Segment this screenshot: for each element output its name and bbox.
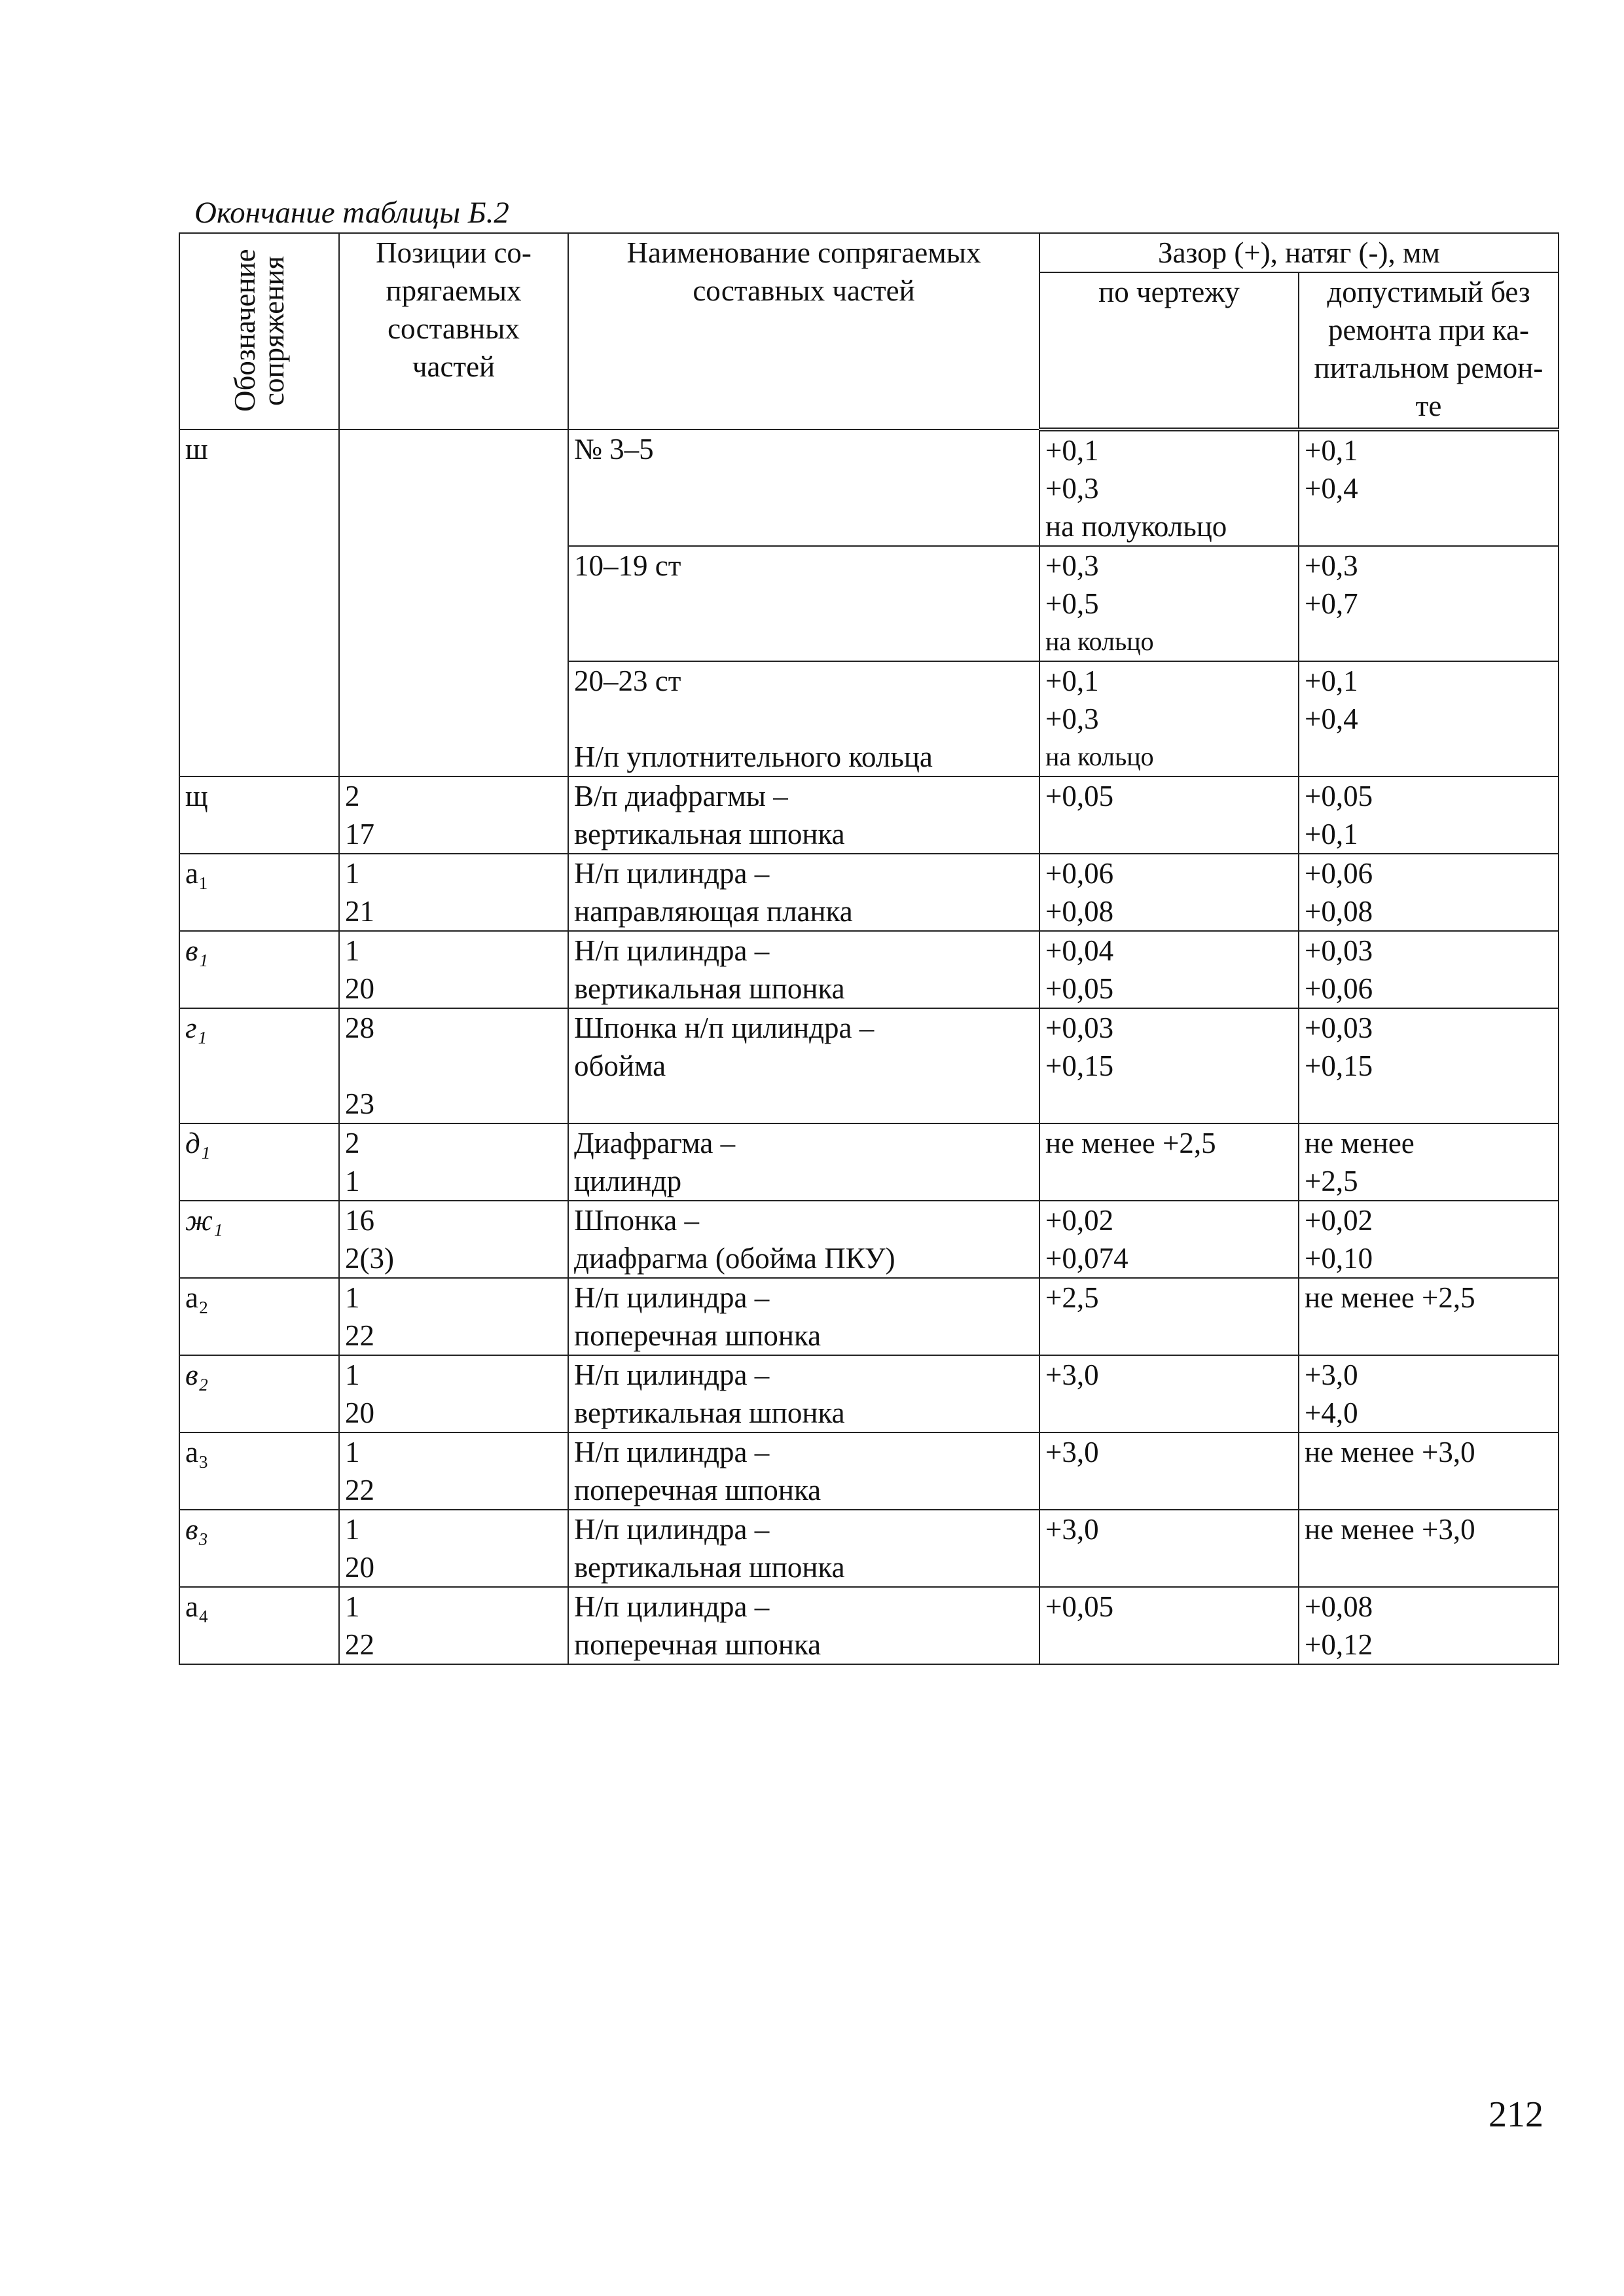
table-row <box>179 1123 1559 1201</box>
header-clearance-group: Зазор (+), натяг (-), мм <box>1039 233 1559 272</box>
table-row <box>179 1587 1559 1664</box>
header-by-drawing: по чертежу <box>1039 272 1299 429</box>
drawing-cell: +0,04 +0,05 <box>1039 931 1299 1008</box>
name-cell: 10–19 ст <box>568 546 1039 661</box>
permissible-cell: +0,05 +0,1 <box>1299 776 1559 854</box>
permissible-cell: +0,1 +0,4 <box>1299 429 1559 546</box>
designation-cell: ж₁ <box>179 1201 339 1278</box>
designation-cell: в₃ <box>179 1510 339 1587</box>
permissible-cell: не менее +2,5 <box>1299 1278 1559 1355</box>
designation-cell: а₄ <box>179 1587 339 1664</box>
positions-cell: 1 22 <box>339 1587 568 1664</box>
drawing-cell: +0,05 <box>1039 1587 1299 1664</box>
drawing-cell: +0,3 +0,5 на кольцо <box>1039 546 1299 661</box>
drawing-cell: +3,0 <box>1039 1355 1299 1432</box>
drawing-cell: +2,5 <box>1039 1278 1299 1355</box>
header-designation: Обозначение сопряжения <box>179 233 339 429</box>
permissible-cell: +0,3 +0,7 <box>1299 546 1559 661</box>
table-row <box>179 1510 1559 1587</box>
permissible-cell: не менее +2,5 <box>1299 1123 1559 1201</box>
permissible-cell: +3,0 +4,0 <box>1299 1355 1559 1432</box>
positions-cell: 1 21 <box>339 854 568 931</box>
permissible-cell: +0,02 +0,10 <box>1299 1201 1559 1278</box>
header-positions: Позиции со-прягаемых составных частей <box>339 233 568 429</box>
name-cell: Н/п цилиндра – вертикальная шпонка <box>568 1510 1039 1587</box>
positions-cell <box>339 429 568 776</box>
name-cell: Шпонка н/п цилиндра – обойма <box>568 1008 1039 1123</box>
name-cell: В/п диафрагмы – вертикальная шпонка <box>568 776 1039 854</box>
name-cell: 20–23 ст Н/п уплотнительного кольца <box>568 661 1039 776</box>
permissible-cell: не менее +3,0 <box>1299 1510 1559 1587</box>
permissible-cell: +0,06 +0,08 <box>1299 854 1559 931</box>
header-permissible: допустимый без ремонта при ка-питальном ремон-те <box>1299 272 1559 429</box>
header-part-names: Наименование сопрягаемых составных частей <box>568 233 1039 429</box>
permissible-cell: не менее +3,0 <box>1299 1432 1559 1510</box>
table-row <box>179 1432 1559 1510</box>
name-cell: Н/п цилиндра – вертикальная шпонка <box>568 1355 1039 1432</box>
name-cell: Шпонка – диафрагма (обойма ПКУ) <box>568 1201 1039 1278</box>
designation-cell: ш <box>179 429 339 776</box>
drawing-cell: +0,05 <box>1039 776 1299 854</box>
designation-cell: в₂ <box>179 1355 339 1432</box>
name-cell: Н/п цилиндра – вертикальная шпонка <box>568 931 1039 1008</box>
designation-cell: г₁ <box>179 1008 339 1123</box>
positions-cell: 1 22 <box>339 1278 568 1355</box>
drawing-cell: не менее +2,5 <box>1039 1123 1299 1201</box>
name-cell: Н/п цилиндра – поперечная шпонка <box>568 1432 1039 1510</box>
table-row <box>179 931 1559 1008</box>
header-row-1 <box>179 233 1559 272</box>
page-number: 212 <box>1489 2094 1543 2135</box>
drawing-cell: +0,1 +0,3 на кольцо <box>1039 661 1299 776</box>
positions-cell: 2 17 <box>339 776 568 854</box>
table-row <box>179 1278 1559 1355</box>
drawing-cell: +3,0 <box>1039 1510 1299 1587</box>
table-row <box>179 854 1559 931</box>
positions-cell: 1 22 <box>339 1432 568 1510</box>
positions-cell: 1 20 <box>339 1510 568 1587</box>
permissible-cell: +0,03 +0,06 <box>1299 931 1559 1008</box>
table-row <box>179 1201 1559 1278</box>
permissible-cell: +0,03 +0,15 <box>1299 1008 1559 1123</box>
name-cell: Диафрагма – цилиндр <box>568 1123 1039 1201</box>
designation-cell: а₁ <box>179 854 339 931</box>
positions-cell: 16 2(3) <box>339 1201 568 1278</box>
drawing-cell: +3,0 <box>1039 1432 1299 1510</box>
positions-cell: 28 23 <box>339 1008 568 1123</box>
name-cell: Н/п цилиндра – направляющая планка <box>568 854 1039 931</box>
permissible-cell: +0,1 +0,4 <box>1299 661 1559 776</box>
table-caption: Окончание таблицы Б.2 <box>194 196 509 230</box>
table-row <box>179 429 1559 546</box>
designation-cell: в₁ <box>179 931 339 1008</box>
name-cell: Н/п цилиндра – поперечная шпонка <box>568 1278 1039 1355</box>
drawing-cell: +0,03 +0,15 <box>1039 1008 1299 1123</box>
positions-cell: 1 20 <box>339 931 568 1008</box>
table-row <box>179 776 1559 854</box>
drawing-cell: +0,1 +0,3 на полукольцо <box>1039 429 1299 546</box>
drawing-cell: +0,06 +0,08 <box>1039 854 1299 931</box>
table-row <box>179 1355 1559 1432</box>
designation-cell: щ <box>179 776 339 854</box>
positions-cell: 1 20 <box>339 1355 568 1432</box>
permissible-cell: +0,08 +0,12 <box>1299 1587 1559 1664</box>
designation-cell: а₂ <box>179 1278 339 1355</box>
table-row <box>179 1008 1559 1123</box>
positions-cell: 2 1 <box>339 1123 568 1201</box>
name-cell: № 3–5 <box>568 429 1039 546</box>
name-cell: Н/п цилиндра – поперечная шпонка <box>568 1587 1039 1664</box>
designation-cell: д₁ <box>179 1123 339 1201</box>
clearance-table <box>179 232 1559 1665</box>
designation-cell: а₃ <box>179 1432 339 1510</box>
drawing-cell: +0,02 +0,074 <box>1039 1201 1299 1278</box>
